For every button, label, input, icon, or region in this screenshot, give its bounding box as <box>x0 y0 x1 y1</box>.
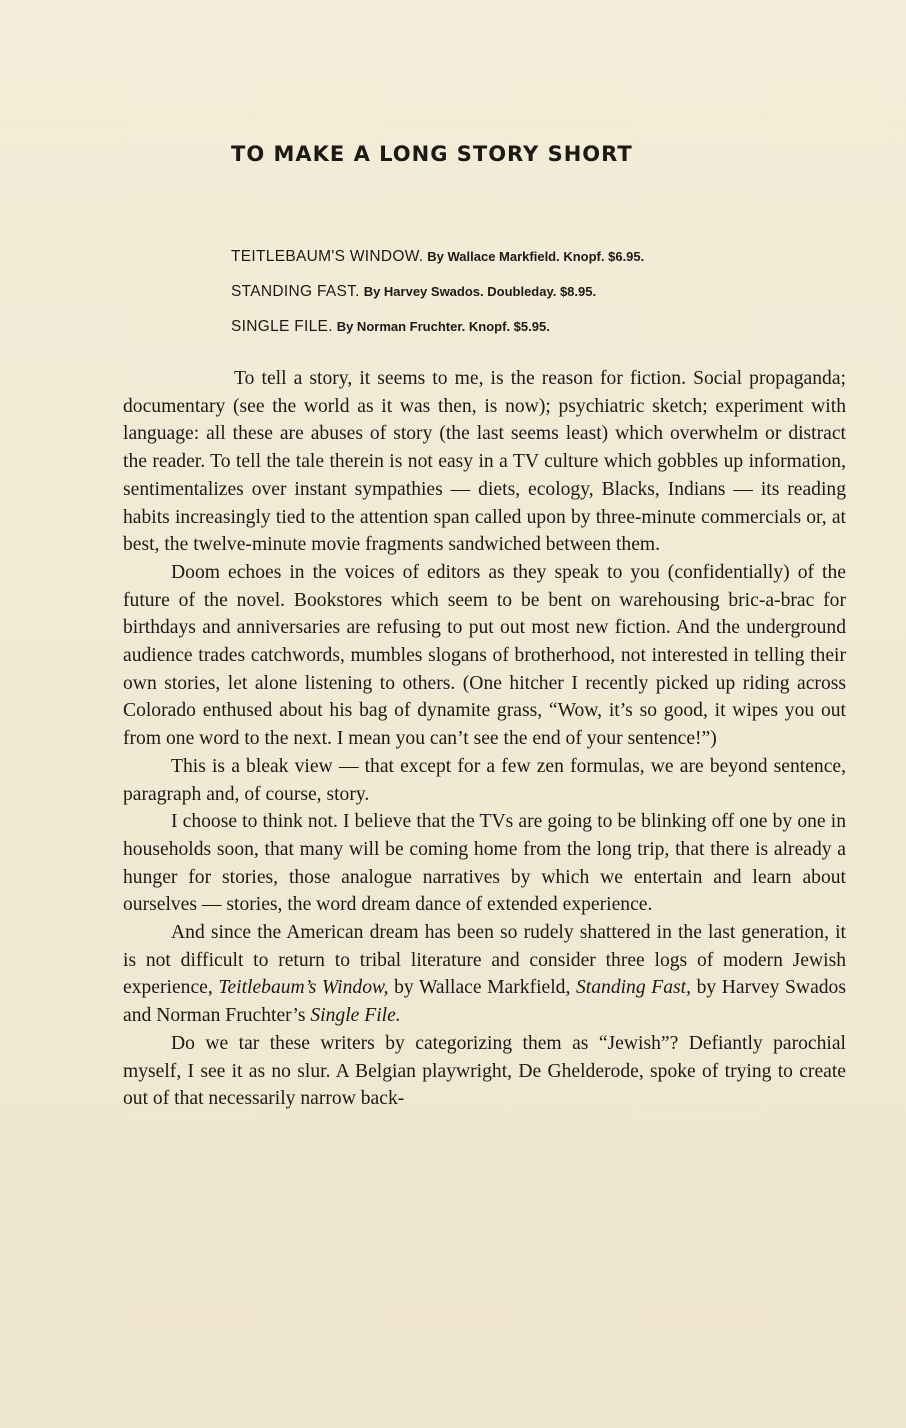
article-title: TO MAKE A LONG STORY SHORT <box>231 142 633 166</box>
book-list <box>231 246 644 351</box>
book-title: STANDING FAST. <box>231 283 360 300</box>
book-meta: By Harvey Swados. Doubleday. $8.95. <box>363 284 597 299</box>
book-entry <box>231 281 644 316</box>
book-title-italic: Teitlebaum’s Window, <box>218 977 389 999</box>
paragraph: Do we tar these writers by categorizing them as “Jewish”? Defiantly parochial myself, I see it as no slur. A Belgian playwright, De Ghelderode, spoke of trying to create out of that necessarily narrow back- <box>123 1032 846 1110</box>
text-run: And since the American dream has been so rudely shattered in the last generation, it is not difficult to return to tribal literature and consider three logs of modern Jewish experience, <box>123 922 846 999</box>
paragraph: To tell a story, it seems to me, is the reason for fiction. Social propaganda; documentary (see the world as it was then, is now); psychiatric sketch; experiment with language: all these are abuses of story (the last seems least) which overwhelm or distract the reader. To tell the tale therein is not easy in a TV culture which gobbles up information, sentimentalizes over instant sympathies — diets, ecology, Blacks, Indians — its reading habits increasingly tied to the attention span called upon by three-minute commercials or, at best, the twelve-minute movie fragments sandwiched between them. <box>123 368 846 556</box>
article-body <box>123 365 846 1113</box>
text-run: by Harvey Swados and Norman Fruchter’s <box>123 977 846 1027</box>
book-meta: By Norman Fruchter. Knopf. $5.95. <box>336 319 550 334</box>
paragraph <box>123 919 846 1030</box>
book-entry <box>231 316 644 351</box>
text-run: by Wallace Markfield, <box>388 977 576 999</box>
book-title: TEITLEBAUM'S WINDOW. <box>231 248 424 265</box>
book-title-italic: Single File. <box>310 1005 401 1027</box>
paragraph: I choose to think not. I believe that the TVs are going to be blinking off one by one in households soon, that many will be coming home from the long trip, that there is already a hunger for stories, those analogue narratives by which we entertain and learn about ourselves — stories, the word dream dance of extended experience. <box>123 811 846 916</box>
book-title-italic: Standing Fast, <box>575 977 691 999</box>
book-entry <box>231 246 644 281</box>
book-meta: By Wallace Markfield. Knopf. $6.95. <box>427 249 645 264</box>
book-title: SINGLE FILE. <box>231 318 333 335</box>
paragraph: This is a bleak view — that except for a few zen formulas, we are beyond sentence, paragraph and, of course, story. <box>123 755 846 805</box>
paragraph: Doom echoes in the voices of editors as they speak to you (confidentially) of the future of the novel. Bookstores which seem to be bent on warehousing bric-a-brac for birthdays and anniversaries are refusing to put out most new fiction. And the underground audience trades catchwords, mumbles slogans of brotherhood, not interested in telling their own stories, let alone listening to others. (One hitcher I recently picked up riding across Colorado enthused about his bag of dynamite grass, “Wow, it’s so good, it wipes you out from one word to the next. I mean you can’t see the end of your sentence!”) <box>123 561 846 750</box>
